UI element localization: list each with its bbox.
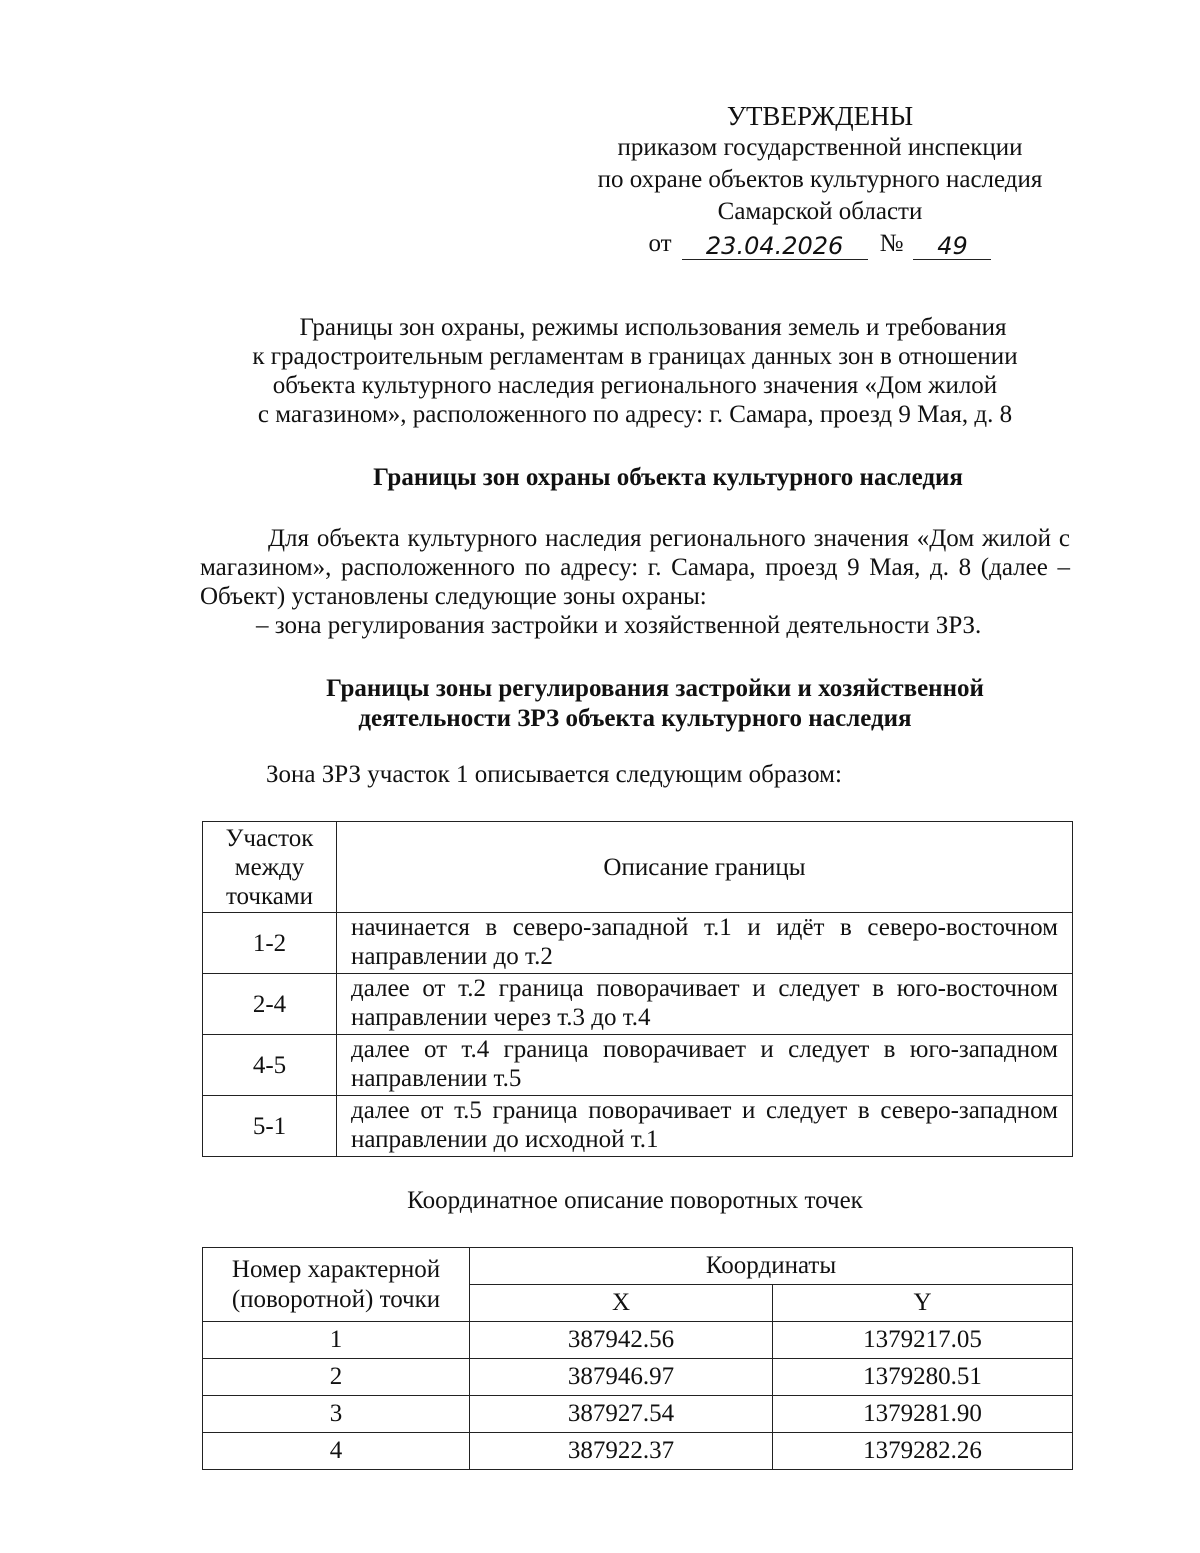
table-row (203, 1035, 1073, 1096)
coordinates-group-header: Координаты (470, 1248, 1073, 1285)
x-cell: 387942.56 (470, 1322, 773, 1359)
approval-line-1: приказом государственной инспекции (617, 134, 1023, 161)
order-date-line (560, 228, 1080, 260)
section1-heading: Границы зон охраны объекта культурного наследия (373, 464, 963, 491)
coords-header-row (203, 1248, 1073, 1285)
number-prefix: № (879, 230, 904, 257)
approval-line-3: Самарской области (717, 198, 923, 225)
segment-header-line: точками (225, 882, 314, 910)
coords-caption: Координатное описание поворотных точек (407, 1187, 863, 1214)
table-row (203, 1359, 1073, 1396)
table-row (203, 1096, 1073, 1157)
table-row (203, 913, 1073, 974)
description-cell: далее от т.5 граница поворачивает и следует в северо-западном направлении до исходной т.1 (337, 1096, 1073, 1157)
point-header-line: (поворотной) точки (231, 1285, 441, 1313)
table-row (203, 1396, 1073, 1433)
y-cell: 1379280.51 (773, 1359, 1073, 1396)
document-title (200, 313, 1070, 429)
point-cell: 4 (203, 1433, 470, 1470)
coordinates-table (202, 1247, 1073, 1470)
x-cell: 387946.97 (470, 1359, 773, 1396)
segment-header-line: между (234, 853, 305, 881)
segment-header-line: Участок (225, 824, 314, 852)
description-cell: далее от т.4 граница поворачивает и следует в юго-западном направлении т.5 (337, 1035, 1073, 1096)
section2-heading-line-2: деятельности ЗРЗ объекта культурного наследия (358, 705, 912, 732)
approval-line-2: по охране объектов культурного наследия (597, 166, 1043, 193)
order-number-handwritten: 49 (913, 233, 991, 260)
title-line-2: к градостроительным регламентам в границах данных зон в отношении (252, 343, 1018, 370)
order-date-handwritten: 23.04.2026 (682, 233, 868, 260)
table-row (203, 1322, 1073, 1359)
point-number-header (203, 1248, 470, 1322)
zone-intro: Зона ЗРЗ участок 1 описывается следующим образом: (266, 761, 842, 788)
segment-header (203, 822, 337, 913)
section2-heading (200, 674, 1070, 734)
point-cell: 2 (203, 1359, 470, 1396)
title-line-4: с магазином», расположенного по адресу: г. Самара, проезд 9 Мая, д. 8 (257, 401, 1013, 428)
approval-block (560, 100, 1080, 260)
description-cell: далее от т.2 граница поворачивает и следует в юго-восточном направлении через т.3 до т.4 (337, 974, 1073, 1035)
boundary-table-header (203, 822, 1073, 913)
point-header-line: Номер характерной (231, 1255, 441, 1283)
date-prefix: от (648, 230, 672, 257)
section1-body (200, 524, 1070, 640)
point-cell: 3 (203, 1396, 470, 1433)
y-cell: 1379282.26 (773, 1433, 1073, 1470)
x-cell: 387922.37 (470, 1433, 773, 1470)
y-cell: 1379281.90 (773, 1396, 1073, 1433)
description-cell: начинается в северо-западной т.1 и идёт в северо-восточном направлении до т.2 (337, 913, 1073, 974)
approval-heading: УТВЕРЖДЕНЫ (726, 101, 914, 131)
y-cell: 1379217.05 (773, 1322, 1073, 1359)
x-header: X (470, 1285, 773, 1322)
x-cell: 387927.54 (470, 1396, 773, 1433)
segment-cell: 4-5 (203, 1035, 337, 1096)
title-line-3: объекта культурного наследия регионального значения «Дом жилой (272, 372, 998, 399)
segment-cell: 2-4 (203, 974, 337, 1035)
y-header: Y (773, 1285, 1073, 1322)
boundary-table (202, 821, 1073, 1157)
segment-cell: 5-1 (203, 1096, 337, 1157)
table-row (203, 1433, 1073, 1470)
section2-heading-line-1: Границы зоны регулирования застройки и хозяйственной (326, 675, 984, 702)
point-cell: 1 (203, 1322, 470, 1359)
description-header: Описание границы (337, 822, 1073, 913)
zone-list-item: – зона регулирования застройки и хозяйственной деятельности ЗРЗ. (256, 612, 982, 639)
table-row (203, 974, 1073, 1035)
title-line-1: Границы зон охраны, режимы использования земель и требования (299, 314, 1007, 341)
segment-cell: 1-2 (203, 913, 337, 974)
section1-paragraph: Для объекта культурного наследия регионального значения «Дом жилой с магазином», расположенного по адресу: г. Самара, проезд 9 Мая, д. 8 (далее – Объект) установлены следующие зоны охраны: (200, 525, 1070, 610)
